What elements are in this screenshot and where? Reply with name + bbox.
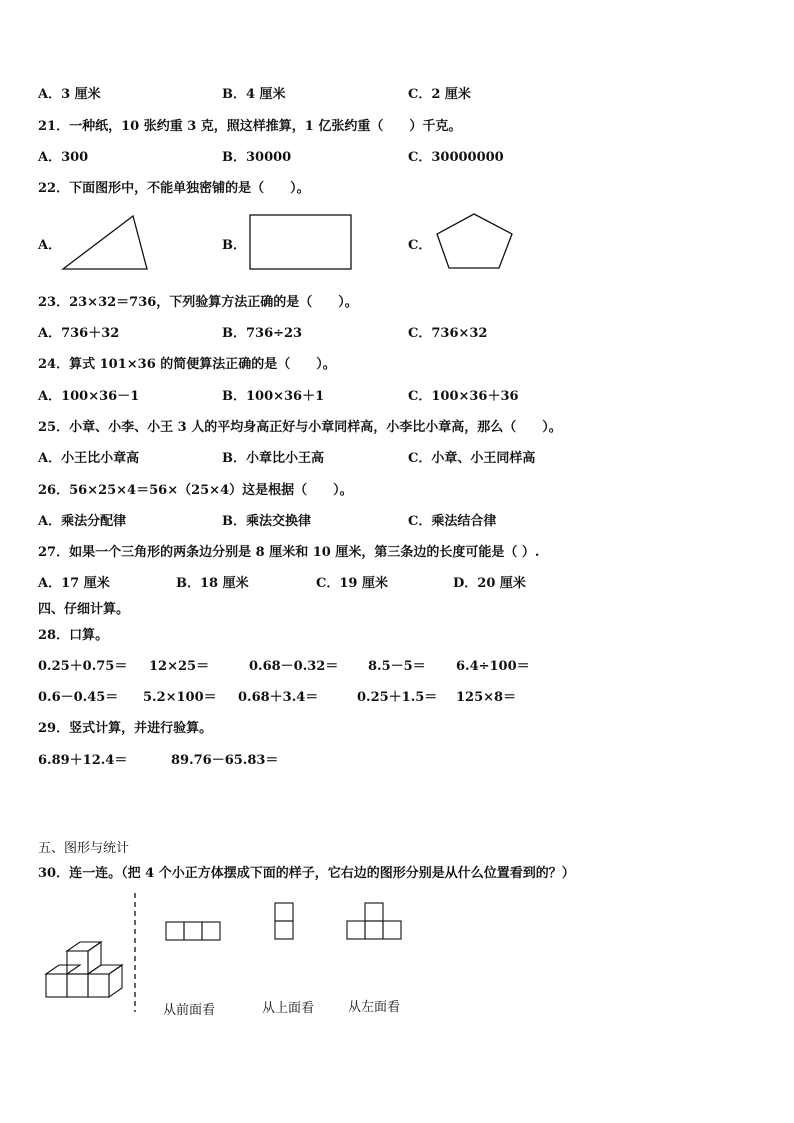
q28-item: 125×8＝	[456, 690, 517, 705]
q23-option-c[interactable]: C．736×32	[408, 326, 488, 341]
q26-stem: 26．56×25×4＝56×（25×4）这是根据（ ）。	[38, 483, 353, 498]
q28-item: 8.5－5＝	[368, 659, 426, 674]
q23-option-b[interactable]: B．736÷23	[222, 326, 303, 341]
q28-item: 0.68＋3.4＝	[238, 690, 319, 705]
pentagon-shape	[436, 212, 516, 272]
q22-option-a[interactable]: A．	[38, 238, 62, 253]
q28-item: 12×25＝	[149, 659, 210, 674]
q24-option-b[interactable]: B．100×36＋1	[222, 389, 325, 404]
q27-option-b[interactable]: B．18 厘米	[176, 576, 249, 591]
q25-option-b[interactable]: B．小章比小王高	[222, 451, 324, 466]
front-view-figure	[165, 921, 223, 943]
q24-option-a[interactable]: A．100×36－1	[38, 389, 140, 404]
rectangle-shape	[249, 213, 353, 271]
q28-item: 5.2×100＝	[143, 690, 217, 705]
q29-item: 89.76－65.83＝	[171, 753, 279, 768]
top-view-figure	[274, 902, 296, 942]
q23-stem: 23．23×32＝736，下列验算方法正确的是（ ）。	[38, 295, 358, 310]
q25-option-c[interactable]: C．小章、小王同样高	[408, 451, 536, 466]
cube-stack-figure	[44, 940, 126, 1000]
q20-option-c[interactable]: C．2 厘米	[408, 87, 471, 102]
q28-item: 6.4÷100＝	[456, 659, 530, 674]
section5-title: 五、图形与统计	[38, 841, 130, 856]
q26-option-c[interactable]: C．乘法结合律	[408, 514, 497, 529]
q20-option-a[interactable]: A．3 厘米	[38, 87, 101, 102]
q29-item: 6.89＋12.4＝	[38, 753, 128, 768]
left-view-label: 从左面看	[348, 1000, 401, 1015]
q23-option-a[interactable]: A．736＋32	[38, 326, 120, 341]
q29-stem: 29．竖式计算，并进行验算。	[38, 721, 213, 736]
q28-item: 0.68－0.32＝	[249, 659, 339, 674]
q24-stem: 24．算式 101×36 的简便算法正确的是（ ）。	[38, 357, 336, 372]
q26-option-a[interactable]: A．乘法分配律	[38, 514, 127, 529]
front-view-label: 从前面看	[163, 1003, 216, 1018]
q27-option-c[interactable]: C．19 厘米	[316, 576, 388, 591]
q21-stem: 21．一种纸，10 张约重 3 克，照这样推算，1 亿张约重（ ）千克。	[38, 119, 462, 134]
q21-option-c[interactable]: C．30000000	[408, 150, 504, 165]
dashed-divider	[132, 892, 138, 1014]
q24-option-c[interactable]: C．100×36＋36	[408, 389, 519, 404]
q26-option-b[interactable]: B．乘法交换律	[222, 514, 311, 529]
q25-option-a[interactable]: A．小王比小章高	[38, 451, 140, 466]
q27-option-d[interactable]: D．20 厘米	[453, 576, 526, 591]
q22-option-b[interactable]: B．	[222, 238, 246, 253]
left-view-figure	[346, 902, 404, 942]
section4-title: 四、仔细计算。	[38, 602, 130, 617]
q22-option-c[interactable]: C．	[408, 238, 432, 253]
q21-option-a[interactable]: A．300	[38, 150, 89, 165]
top-view-label: 从上面看	[262, 1001, 315, 1016]
q21-option-b[interactable]: B．30000	[222, 150, 292, 165]
q28-item: 0.25＋0.75＝	[38, 659, 128, 674]
q30-stem: 30．连一连。（把 4 个小正方体摆成下面的样子，它右边的图形分别是从什么位置看到的？）	[38, 866, 575, 881]
q22-stem: 22．下面图形中，不能单独密铺的是（ ）。	[38, 181, 310, 196]
q20-option-b[interactable]: B．4 厘米	[222, 87, 286, 102]
q27-option-a[interactable]: A．17 厘米	[38, 576, 110, 591]
q25-stem: 25．小章、小李、小王 3 人的平均身高正好与小章同样高，小李比小章高，那么（ ）。	[38, 420, 562, 435]
q28-item: 0.25＋1.5＝	[357, 690, 438, 705]
q27-stem: 27．如果一个三角形的两条边分别是 8 厘米和 10 厘米，第三条边的长度可能是（ ）.	[38, 545, 540, 560]
q28-item: 0.6－0.45＝	[38, 690, 119, 705]
triangle-shape	[60, 212, 152, 272]
q28-stem: 28．口算。	[38, 628, 109, 643]
